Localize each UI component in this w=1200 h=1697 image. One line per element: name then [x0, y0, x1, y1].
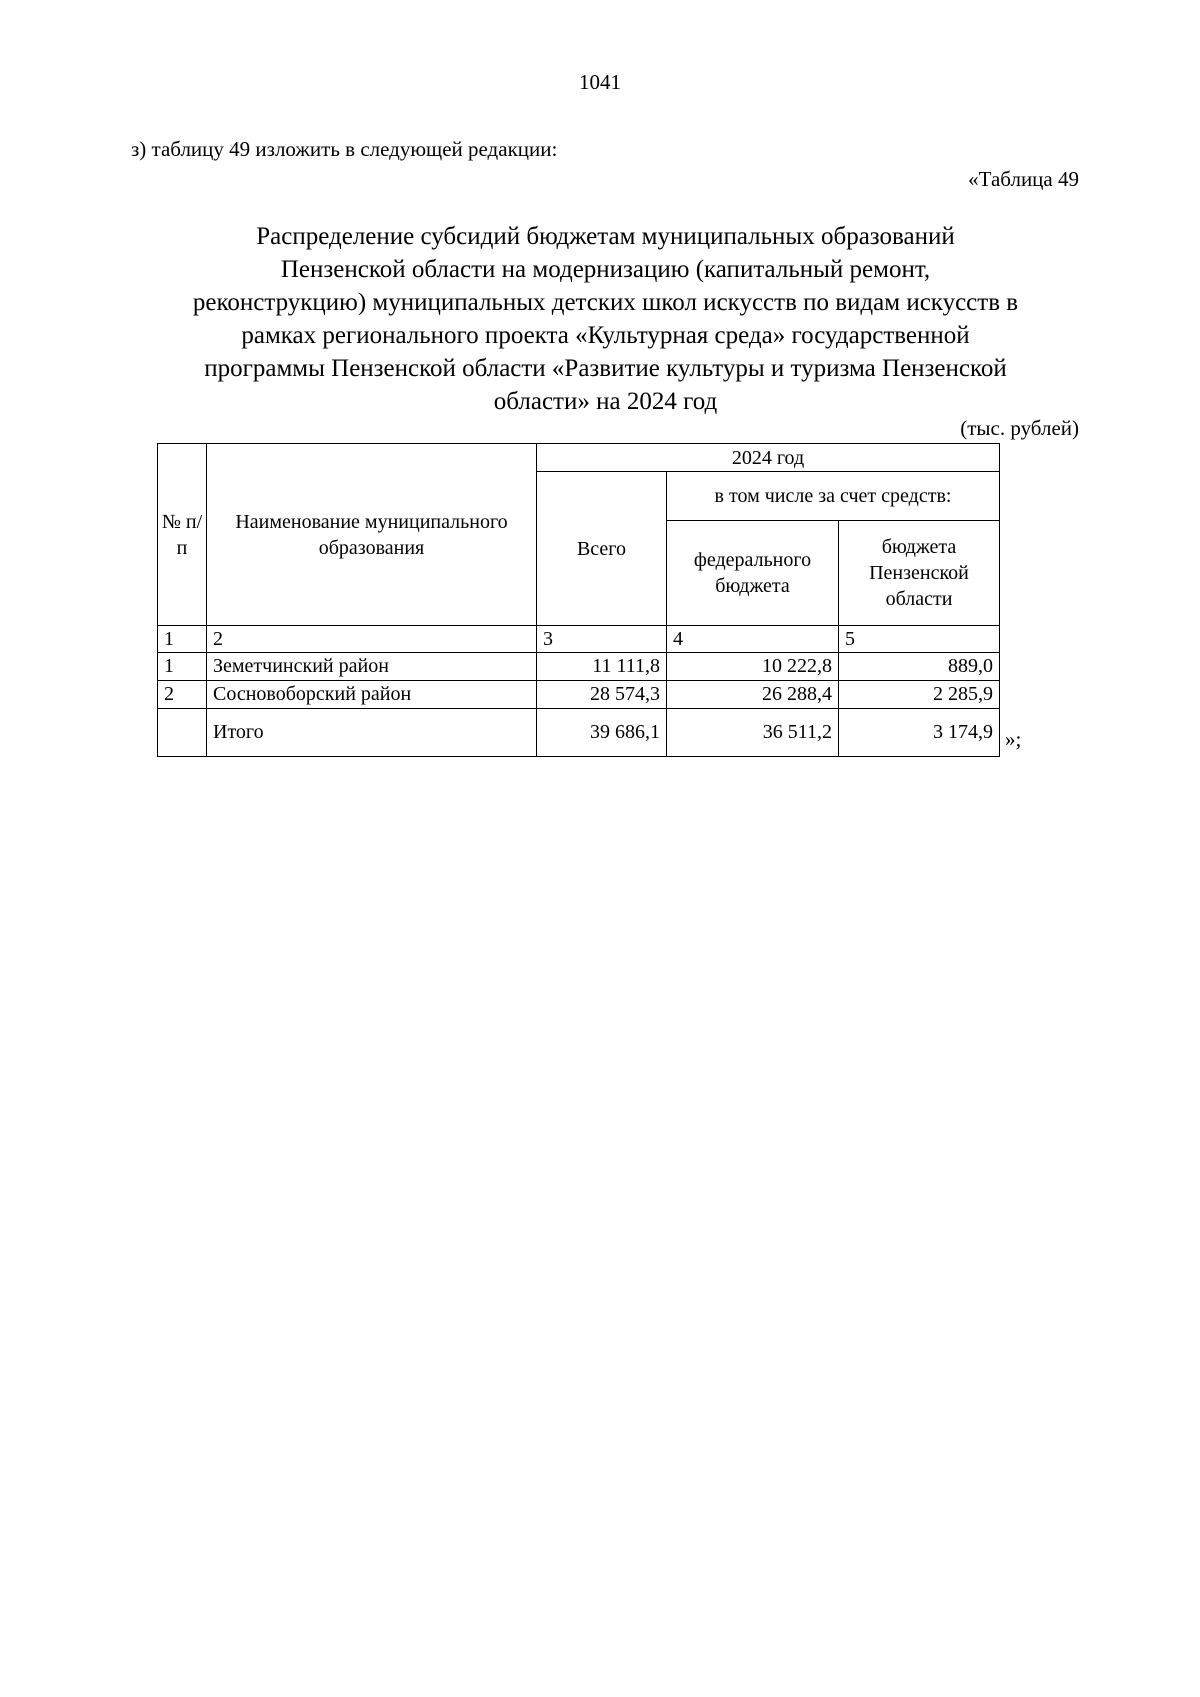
header-name: Наименование муниципального образования — [207, 444, 537, 626]
header-total: Всего — [537, 472, 667, 626]
title-line: области» на 2024 год — [493, 388, 718, 415]
column-number: 1 — [158, 626, 207, 653]
units-label: (тыс. рублей) — [960, 416, 1079, 440]
total-num — [158, 709, 207, 757]
header-num: № п/п — [158, 444, 207, 626]
header-federal: федерального бюджета — [667, 521, 839, 626]
title-line: Пензенской области на модернизацию (капитальный ремонт, — [280, 256, 931, 283]
table-row — [158, 653, 1000, 681]
row-regional: 2 285,9 — [839, 681, 1000, 709]
row-num: 2 — [158, 681, 207, 709]
row-federal: 26 288,4 — [667, 681, 839, 709]
total-total: 39 686,1 — [537, 709, 667, 757]
document-title — [128, 220, 1083, 418]
total-regional: 3 174,9 — [839, 709, 1000, 757]
title-line: Распределение субсидий бюджетам муниципальных образований — [256, 223, 955, 250]
total-row — [158, 709, 1000, 757]
total-name: Итого — [207, 709, 537, 757]
column-number: 2 — [207, 626, 537, 653]
header-year: 2024 год — [537, 444, 1000, 472]
column-number: 5 — [839, 626, 1000, 653]
total-federal: 36 511,2 — [667, 709, 839, 757]
row-num: 1 — [158, 653, 207, 681]
row-total: 11 111,8 — [537, 653, 667, 681]
column-number: 4 — [667, 626, 839, 653]
title-line: рамках регионального проекта «Культурная среда» государственной — [241, 322, 970, 349]
page-number: 1041 — [579, 70, 621, 94]
header-including: в том числе за счет средств: — [667, 472, 1000, 521]
table-label: «Таблица 49 — [968, 167, 1079, 191]
header-regional: бюджета Пензенской области — [839, 521, 1000, 626]
intro-text: з) таблицу 49 изложить в следующей редакции: — [131, 137, 558, 161]
subsidies-table — [157, 443, 1000, 757]
row-name: Земетчинский район — [207, 653, 537, 681]
row-total: 28 574,3 — [537, 681, 667, 709]
table-row — [158, 681, 1000, 709]
title-line: реконструкцию) муниципальных детских школ искусств по видам искусств в — [192, 289, 1019, 316]
row-federal: 10 222,8 — [667, 653, 839, 681]
row-regional: 889,0 — [839, 653, 1000, 681]
column-number: 3 — [537, 626, 667, 653]
closing-quote: »; — [1005, 727, 1022, 751]
title-line: программы Пензенской области «Развитие культуры и туризма Пензенской — [204, 355, 1007, 382]
row-name: Сосновоборский район — [207, 681, 537, 709]
column-numbers-row — [158, 626, 1000, 653]
